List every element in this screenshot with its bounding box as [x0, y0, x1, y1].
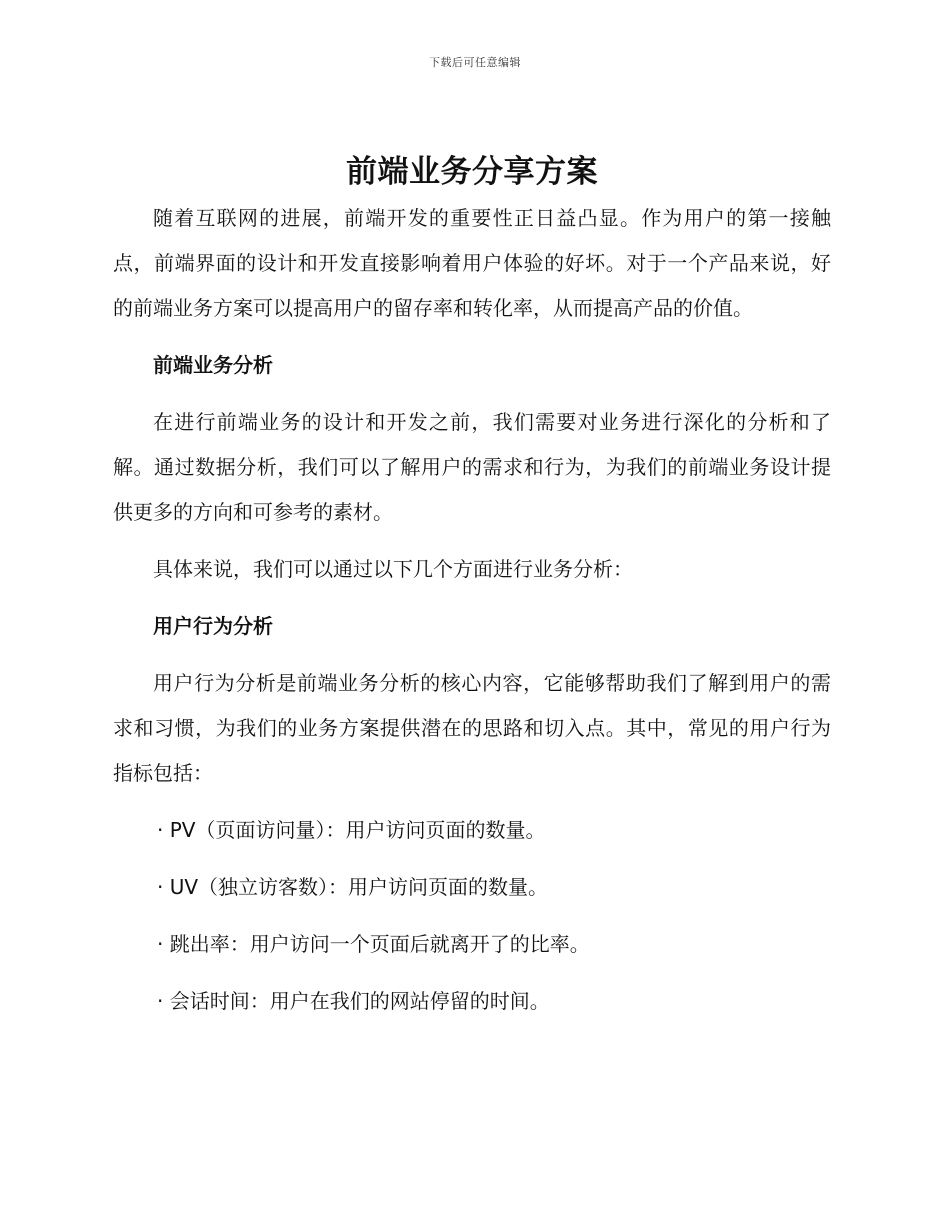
spacer: [113, 388, 831, 400]
section-heading-business-analysis: 前端业务分析: [153, 353, 273, 377]
list-item-session-time: · 会话时间：用户在我们的网站停留的时间。: [157, 989, 550, 1013]
spacer: [113, 853, 831, 865]
spacer: [113, 535, 831, 547]
user-behavior-paragraph: 用户行为分析是前端业务分析的核心内容，它能够帮助我们了解到用户的需求和习惯，为我们的业务方案提供潜在的思路和切入点。其中，常见的用户行为指标包括：: [113, 671, 831, 785]
spacer: [113, 331, 831, 343]
intro-paragraph: 随着互联网的进展，前端开发的重要性正日益凸显。作为用户的第一接触点，前端界面的设计和开发直接影响着用户体验的好坏。对于一个产品来说，好的前端业务方案可以提高用户的留存率和转化率，从而提高产品的价值。: [113, 206, 831, 320]
section-heading-user-behavior: 用户行为分析: [153, 614, 273, 638]
list-item-bounce-rate: · 跳出率：用户访问一个页面后就离开了的比率。: [157, 932, 590, 956]
spacer: [113, 796, 831, 808]
business-analysis-paragraph: 在进行前端业务的设计和开发之前，我们需要对业务进行深化的分析和了解。通过数据分析，我们可以了解用户的需求和行为，为我们的前端业务设计提供更多的方向和可参考的素材。: [113, 410, 831, 524]
spacer: [113, 649, 831, 661]
list-item-uv: · UV（独立访客数）：用户访问页面的数量。: [157, 875, 549, 899]
document-title: 前端业务分享方案: [346, 154, 598, 190]
document-body: [113, 148, 831, 1024]
spacer: [113, 967, 831, 979]
spacer: [113, 592, 831, 604]
list-item-pv: · PV（页面访问量）：用户访问页面的数量。: [157, 818, 546, 842]
business-analysis-intro-list: 具体来说，我们可以通过以下几个方面进行业务分析：: [153, 557, 633, 581]
spacer: [113, 910, 831, 922]
header-note: 下载后可任意编辑: [429, 56, 521, 69]
